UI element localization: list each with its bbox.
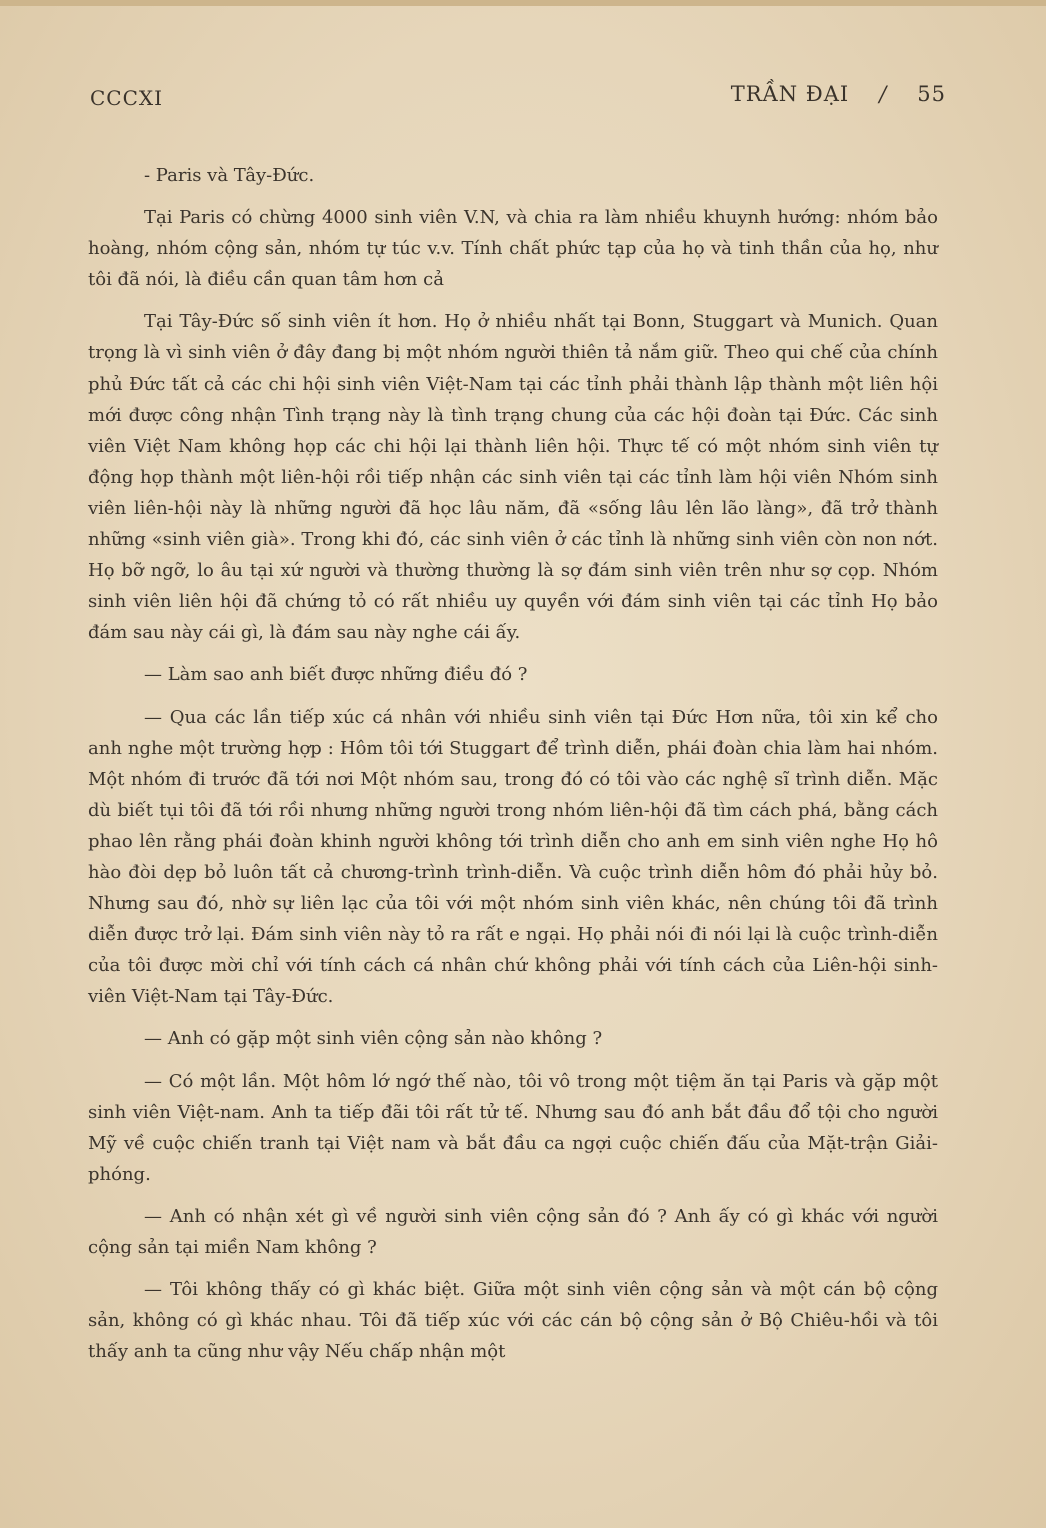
header-section-number: CCCXI [90, 86, 164, 110]
header-right [731, 82, 946, 106]
header-author: TRẦN ĐẠI [730, 82, 850, 106]
page-body [88, 160, 938, 1378]
paragraph: — Có một lần. Một hôm lớ ngớ thế nào, tôi vô trong một tiệm ăn tại Paris và gặp một sinh viên Việt-nam. Anh ta tiếp đãi tôi rất tử tế. Nhưng sau đó anh bắt đầu đổ tội cho người Mỹ về cuộc chiến tranh tại Việt nam và bắt đầu ca ngợi cuộc chiến đấu của Mặt-trận Giải-phóng. [88, 1070, 938, 1185]
paragraph: Tại Tây-Đức số sinh viên ít hơn. Họ ở nhiều nhất tại Bonn, Stuggart và Munich. Quan trọng là vì sinh viên ở đây đang bị một nhóm người thiên tả nắm giữ. Theo qui chế của chính phủ Đức tất cả các chi hội sinh viên Việt-Nam tại các tỉnh phải thành lập thành một liên hội mới được công nhận Tình trạng này là tình trạng chung của các hội đoàn tại Đức. Các sinh viên Việt Nam không họp các chi hội lại thành liên hội. Thực tế có một nhóm sinh viên tự động họp thành một liên-hội rồi tiếp nhận các sinh viên tại các tỉnh làm hội viên Nhóm sinh viên liên-hội này là những người đã học lâu năm, đã «sống lâu lên lão làng», đã trở thành những «sinh viên già». Trong khi đó, các sinh viên ở các tỉnh là những sinh viên còn non nớt. Họ bỡ ngỡ, lo âu tại xứ người và thường thường là sợ đám sinh viên trên như sợ cọp. Nhóm sinh viên liên hội đã chứng tỏ có rất nhiều uy quyền với đám sinh viên tại các tỉnh Họ bảo đám sau này cái gì, là đám sau này nghe cái ấy. [88, 311, 938, 644]
paragraph: — Qua các lần tiếp xúc cá nhân với nhiều sinh viên tại Đức Hơn nữa, tôi xin kể cho anh nghe một trường hợp : Hôm tôi tới Stuggart để trình diễn, phái đoàn chia làm hai nhóm. Một nhóm đi trước đã tới nơi Một nhóm sau, trong đó có tôi vào các nghệ sĩ trình diễn. Mặc dù biết tụi tôi đã tới rồi nhưng những người trong nhóm liên-hội đã tìm cách phá, bằng cách phao lên rằng phái đoàn khinh người không tới trình diễn cho anh em sinh viên nghe Họ hô hào đòi dẹp bỏ luôn tất cả chương-trình trình-diễn. Và cuộc trình diễn hôm đó phải hủy bỏ. Nhưng sau đó, nhờ sự liên lạc của tôi với một nhóm sinh viên khác, nên chúng tôi đã trình diễn được trở lại. Đám sinh viên này tỏ ra rất e ngại. Họ phải nói đi nói lại là cuộc trình-diễn của tôi được mời chỉ với tính cách cá nhân chứ không phải với tính cách của Liên-hội sinh-viên Việt-Nam tại Tây-Đức. [88, 706, 938, 1008]
paragraph: Tại Paris có chừng 4000 sinh viên V.N, và chia ra làm nhiều khuynh hướng: nhóm bảo hoàng, nhóm cộng sản, nhóm tự túc v.v. Tính chất phức tạp của họ và tinh thần của họ, như tôi đã nói, là điều cần quan tâm hơn cả [88, 207, 938, 291]
header-separator: / [879, 82, 888, 106]
page-number: 55 [917, 82, 946, 106]
paragraph: — Tôi không thấy có gì khác biệt. Giữa một sinh viên cộng sản và một cán bộ cộng sản, không có gì khác nhau. Tôi đã tiếp xúc với các cán bộ cộng sản ở Bộ Chiêu-hồi và tôi thấy anh ta cũng như vậy Nếu chấp nhận một [88, 1279, 938, 1363]
page-top-edge [0, 0, 1046, 6]
paragraph: — Anh có nhận xét gì về người sinh viên cộng sản đó ? Anh ấy có gì khác với người cộng sản tại miền Nam không ? [88, 1205, 938, 1258]
paragraph: — Làm sao anh biết được những điều đó ? [144, 664, 528, 686]
paragraph: - Paris và Tây-Đức. [144, 165, 315, 186]
paragraph: — Anh có gặp một sinh viên cộng sản nào không ? [144, 1028, 603, 1050]
running-header [90, 80, 946, 114]
